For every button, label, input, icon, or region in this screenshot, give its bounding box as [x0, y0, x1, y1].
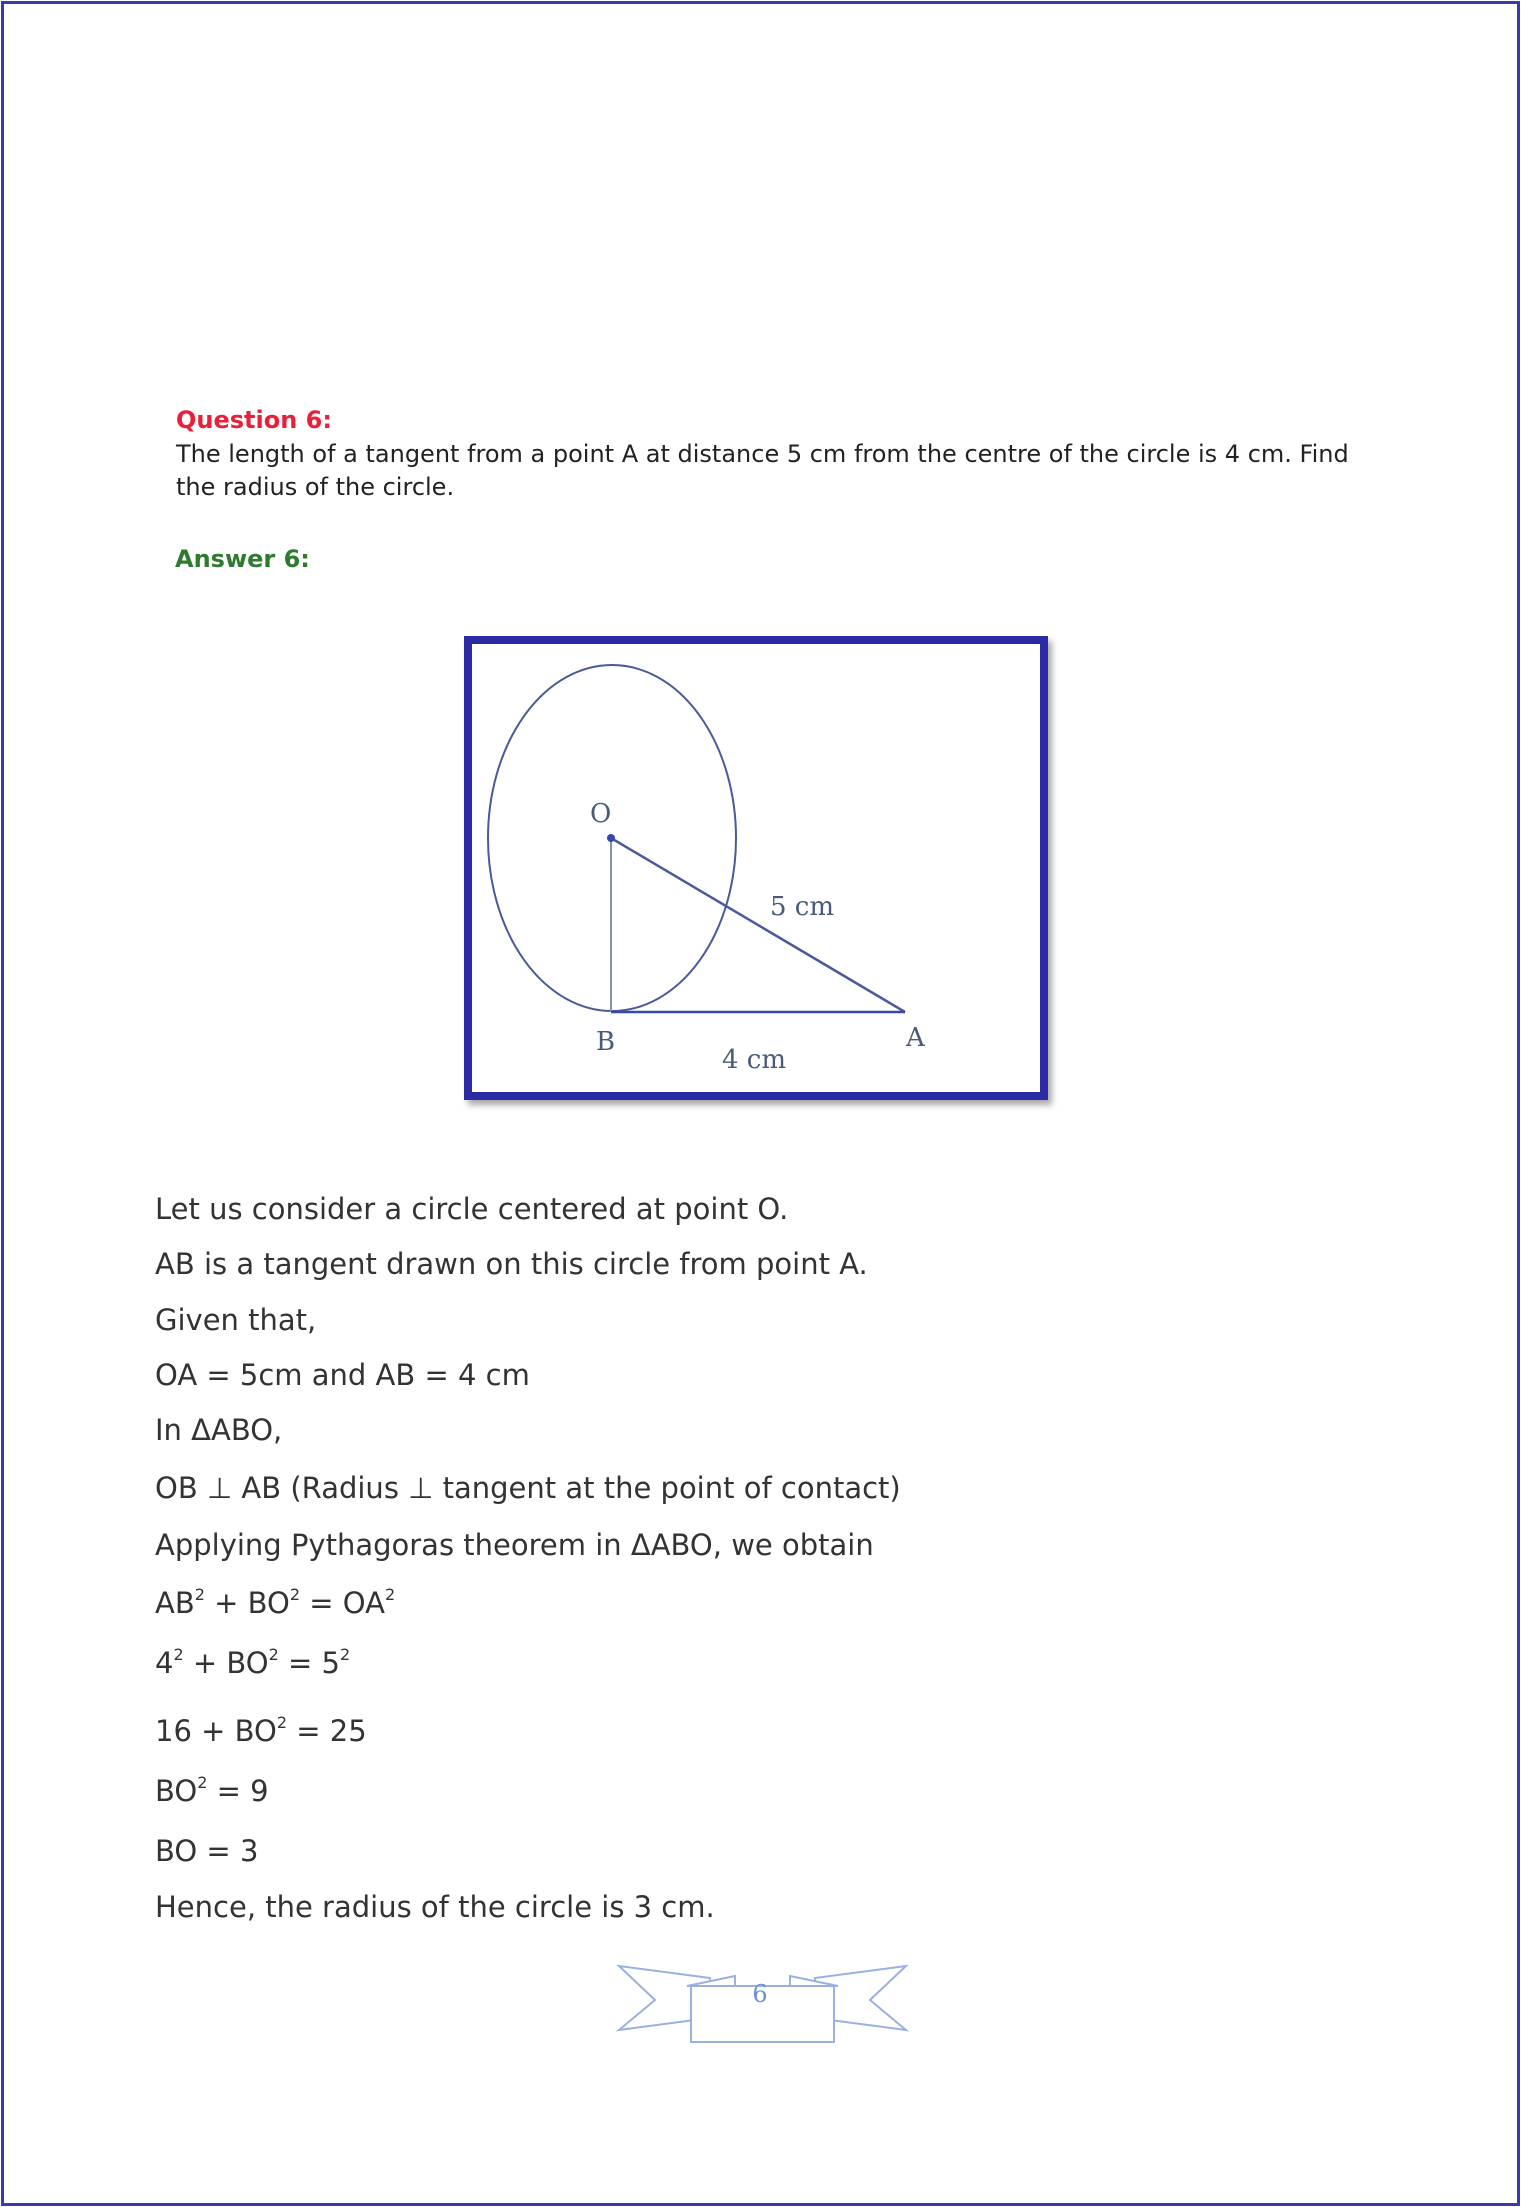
label-b: B: [596, 1027, 616, 1057]
label-o: O: [590, 799, 612, 829]
answer-line: OB ⊥ AB (Radius ⊥ tangent at the point of contact): [155, 1471, 901, 1505]
answer-line: Let us consider a circle centered at point O.: [155, 1192, 789, 1226]
eq-term: AB: [155, 1586, 195, 1620]
eq-term: + BO: [183, 1646, 269, 1680]
eq-term: = 5: [278, 1646, 340, 1680]
answer-line: In ΔABO,: [155, 1413, 283, 1447]
question-body: The length of a tangent from a point A at distance 5 cm from the centre of the circle is 4 cm. Find the radius of the circle.: [176, 440, 1349, 501]
equation-2: [155, 1645, 350, 1680]
page-number: 6: [752, 1980, 768, 2008]
eq-term: 4: [155, 1646, 174, 1680]
label-oa-length: 5 cm: [770, 892, 835, 922]
eq-term: = 9: [207, 1774, 269, 1808]
eq-term: BO: [155, 1774, 198, 1808]
answer-line: OA = 5cm and AB = 4 cm: [155, 1358, 530, 1392]
diagram-svg: [464, 636, 1048, 1100]
answer-line: Applying Pythagoras theorem in ΔABO, we obtain: [155, 1528, 874, 1562]
eq-exponent: 2: [276, 1713, 288, 1732]
conclusion: Hence, the radius of the circle is 3 cm.: [155, 1890, 715, 1924]
eq-term: = 25: [287, 1714, 367, 1748]
equation-1: [155, 1585, 395, 1620]
answer-line: Given that,: [155, 1303, 317, 1337]
eq-exponent: 2: [194, 1585, 205, 1604]
equation-4: [155, 1773, 269, 1808]
eq-exponent: 2: [197, 1773, 208, 1792]
label-a: A: [906, 1023, 925, 1053]
eq-term: 16 + BO: [155, 1714, 277, 1748]
tangent-diagram: [464, 636, 1048, 1100]
eq-term: = OA: [300, 1586, 385, 1620]
question-title: Question 6:: [176, 406, 332, 434]
eq-exponent: 2: [289, 1585, 301, 1604]
eq-term: + BO: [204, 1586, 290, 1620]
page-border: [1, 1, 1520, 2206]
center-point: [607, 834, 615, 842]
answer-title: Answer 6:: [175, 545, 310, 573]
eq-exponent: 2: [339, 1645, 351, 1664]
label-ab-length: 4 cm: [722, 1045, 787, 1075]
equation-5: BO = 3: [155, 1834, 259, 1868]
eq-exponent: 2: [268, 1645, 279, 1664]
equation-3: [155, 1713, 367, 1748]
segment-oa: [611, 838, 905, 1012]
answer-line: AB is a tangent drawn on this circle from point A.: [155, 1247, 868, 1281]
eq-exponent: 2: [384, 1585, 396, 1604]
eq-exponent: 2: [173, 1645, 184, 1664]
